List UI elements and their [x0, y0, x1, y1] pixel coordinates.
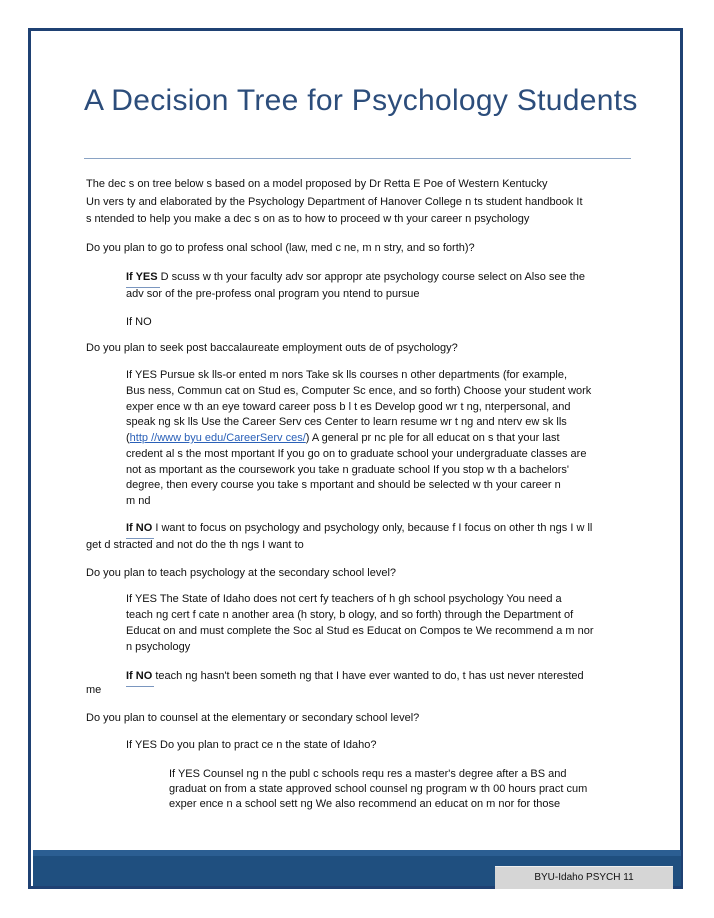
q2-yes-line-1: If YES Pursue sk lls-or ented m nors Take sk lls courses n other departments (for example,	[126, 369, 568, 381]
q3-no-line-2: me	[86, 684, 102, 696]
footer-ribbon	[33, 850, 681, 856]
q3-yes-line-4: n psychology	[126, 641, 191, 653]
q2-yes-line-6: credent al s the most mportant If you go on to graduate school your undergraduate classes are	[126, 448, 587, 460]
question-post-bacc-employment: Do you plan to seek post baccalaureate employment outs de of psychology?	[86, 342, 458, 354]
intro-line-3: s ntended to help you make a dec s on as to how to proceed w th your career n psychology	[86, 213, 530, 225]
q2-yes-line-3: exper ence w th an eye toward career poss b l t es Develop good wr t ng, nterpersonal, and	[126, 401, 571, 413]
question-professional-school: Do you plan to go to profess onal school (law, med c ne, m n stry, and so forth)?	[86, 242, 475, 254]
q2-yes-line-5	[126, 430, 636, 446]
career-services-link[interactable]: http //www byu edu/CareerServ ces/	[129, 432, 306, 444]
q1-yes-text: D scuss w th your faculty adv sor appropr ate psychology course select on Also see the	[157, 271, 585, 283]
q2-no-line-1	[126, 520, 636, 536]
question-counsel-school: Do you plan to counsel at the elementary or secondary school level?	[86, 712, 420, 724]
q2-no-text: I want to focus on psychology and psychology only, because f I focus on other th ngs I w ll	[152, 522, 593, 534]
q1-yes-label: If YES	[126, 271, 158, 283]
q3-yes-line-3: Educat on and must complete the Soc al Stud es Educat on Compos te We recommend a m nor	[126, 625, 594, 637]
link-paren-open: (	[126, 432, 130, 444]
q3-no-label: If NO	[126, 670, 153, 682]
q3-no-text: teach ng hasn't been someth ng that I have ever wanted to do, t has ust never nterested	[152, 670, 584, 682]
q4-sub-line-1: If YES Counsel ng n the publ c schools requ res a master's degree after a BS and	[169, 768, 567, 780]
q3-yes-line-2: teach ng cert f cate n another area (h story, b ology, and so forth) through the Department of	[126, 609, 574, 621]
q2-yes-line-7: not as mportant as the coursework you take n graduate school If you stop w th a bachelors'	[126, 464, 569, 476]
q2-yes-line-2: Bus ness, Commun cat on Stud es, Computer Sc ence, and so forth) Choose your student work	[126, 385, 592, 397]
intro-line-2: Un vers ty and elaborated by the Psychology Department of Hanover College n ts student handbook It	[86, 196, 583, 208]
title-divider	[84, 158, 631, 159]
page-title: A Decision Tree for Psychology Students	[84, 84, 638, 117]
q4-sub-line-2: graduat on from a state approved school counsel ng program w th 00 hours pract cum	[169, 783, 588, 795]
question-teach-secondary: Do you plan to teach psychology at the secondary school level?	[86, 567, 397, 579]
q1-no-label: If NO	[126, 316, 152, 328]
q1-yes-line-2: adv sor of the pre-profess onal program you ntend to pursue	[126, 288, 420, 300]
q1-yes-line-1	[126, 269, 636, 285]
intro-line-1: The dec s on tree below s based on a model proposed by Dr Retta E Poe of Western Kentucky	[86, 178, 548, 190]
q4-sub-line-3: exper ence n a school sett ng We also recommend an educat on m nor for those	[169, 798, 561, 810]
q2-no-label: If NO	[126, 522, 153, 534]
q2-yes-line-8: degree, then every course you take s mportant and should be selected w th your career n	[126, 479, 561, 491]
q3-yes-line-1: If YES The State of Idaho does not cert fy teachers of h gh school psychology You need a	[126, 593, 562, 605]
footer-course-tag: BYU-Idaho PSYCH 11	[495, 866, 673, 889]
q2-link-rest: ) A general pr nc ple for all educat on s that your last	[305, 432, 560, 444]
q2-yes-line-4: speak ng sk lls Use the Career Serv ces Center to learn resume wr t ng and nterv ew sk lls	[126, 416, 567, 428]
q2-no-line-2: get d stracted and not do the th ngs I want to	[86, 539, 304, 551]
q4-yes-line: If YES Do you plan to pract ce n the state of Idaho?	[126, 739, 377, 751]
q2-yes-line-9: m nd	[126, 495, 151, 507]
